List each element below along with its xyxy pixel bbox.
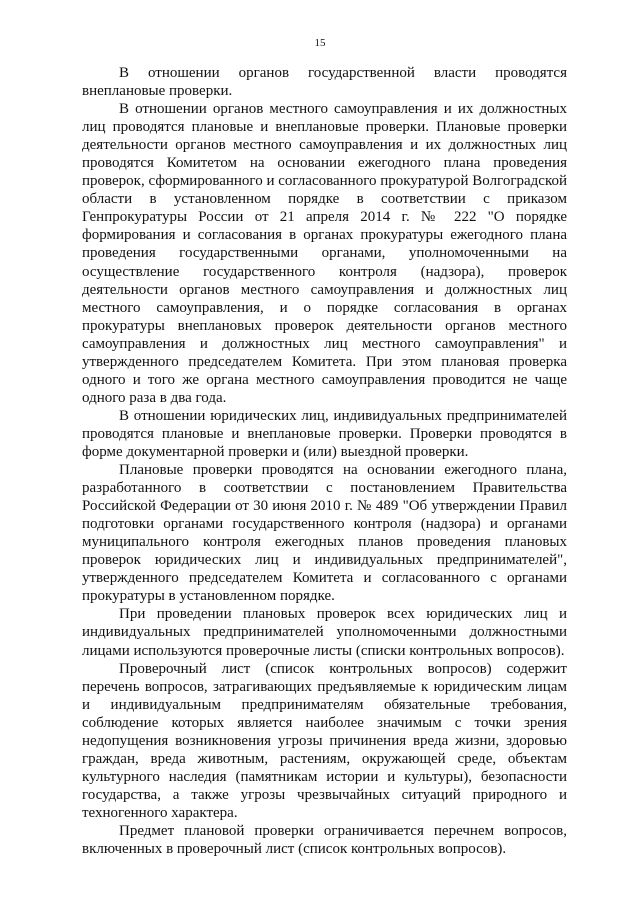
page-number: 15 [314,37,326,49]
paragraph: Плановые проверки проводятся на основании ежегодного плана, разработанного в соответствии с постановлением Правительства Российской Федерации от 30 июня 2010 г. № 489 "Об утверждении Правил подготовки органами государственного контроля (надзора) и органами муниципального контроля ежегодных планов проведения плановых проверок юридических лиц и индивидуальных предпринимателей", утвержденного председателем Комитета и согласованного с органами прокуратуры в установленном порядке. [82,462,567,605]
paragraph: Проверочный лист (список контрольных вопросов) содержит перечень вопросов, затрагивающих предъявляемые к юридическим лицам и индивидуальным предпринимателям обязательные требования, соблюдение которых является наиболее значимым с точки зрения недопущения возникновения угрозы причинения вреда жизни, здоровью граждан, вреда животным, растениям, окружающей среде, объектам культурного наследия (памятникам истории и культуры), безопасности государства, а также угрозы чрезвычайных ситуаций природного и техногенного характера. [82,660,567,821]
paragraph: Предмет плановой проверки ограничивается перечнем вопросов, включенных в проверочный лист (список контрольных вопросов). [82,822,567,858]
paragraph: В отношении юридических лиц, индивидуальных предпринимателей проводятся плановые и внеплановые проверки. Проверки проводятся в форме документарной проверки и (или) выездной проверки. [82,407,567,460]
paragraph: В отношении органов государственной власти проводятся внеплановые проверки. [82,65,567,100]
paragraph: В отношении органов местного самоуправления и их должностных лиц проводятся плановые и внеплановые проверки. Плановые проверки деятельности органов местного самоуправления и их должностных лиц проводятся Комитетом на основании ежегодного плана проведения проверок, сформированного и согласованного прокуратурой Волгоградской области в установленном порядке в соответствии с приказом Генпрокуратуры России от 21 апреля 2014 г. № 222 "О порядке формирования и согласования в органах прокуратуры ежегодного плана проведения государственными органами, уполномоченными на осуществление государственного контроля (надзора), проверок деятельности органов местного самоуправления и должностных лиц местного самоуправления, и о порядке согласования в органах прокуратуры внеплановых проверок деятельности органов местного самоуправления и должностных лиц местного самоуправления" и утвержденного председателем Комитета. При этом плановая проверка одного и того же органа местного самоуправления проводится не чаще одного раза в два года. [82,101,567,406]
paragraph: При проведении плановых проверок всех юридических лиц и индивидуальных предпринимателей уполномоченными должностными лицами используются проверочные листы (списки контрольных вопросов). [82,606,567,659]
document-body [82,64,567,858]
